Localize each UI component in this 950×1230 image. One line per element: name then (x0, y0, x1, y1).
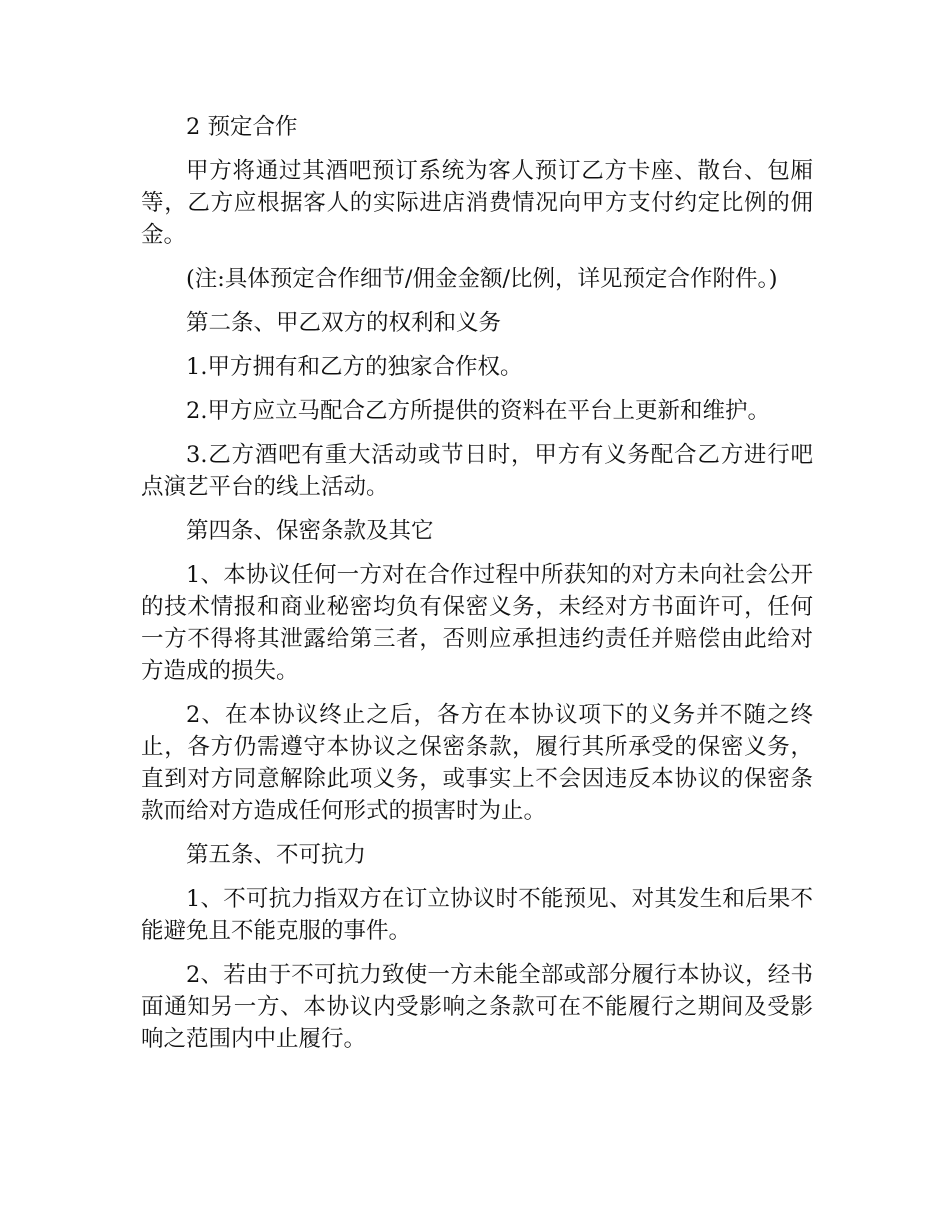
paragraph-confidentiality-1: 1、本协议任何一方对在合作过程中所获知的对方未向社会公开的技术情报和商业秘密均负有保密义务，未经对方书面许可，任何一方不得将其泄露给第三者，否则应承担违约责任并赔偿由此给对方造成的损失。 (141, 562, 813, 684)
document-body (141, 111, 813, 1067)
paragraph-rights-1: 1.甲方拥有和乙方的独家合作权。 (186, 354, 523, 380)
paragraph-booking-terms: 甲方将通过其酒吧预订系统为客人预订乙方卡座、散台、包厢等，乙方应根据客人的实际进店消费情况向甲方支付约定比例的佣金。 (141, 158, 813, 248)
paragraph-rights-3: 3.乙方酒吧有重大活动或节日时，甲方有义务配合乙方进行吧点演艺平台的线上活动。 (141, 442, 813, 500)
article-heading-confidentiality: 第四条、保密条款及其它 (186, 518, 434, 544)
paragraph-rights-2: 2.甲方应立马配合乙方所提供的资料在平台上更新和维护。 (186, 398, 770, 424)
article-heading-force-majeure: 第五条、不可抗力 (186, 842, 367, 868)
paragraph-confidentiality-2: 2、在本协议终止之后，各方在本协议项下的义务并不随之终止，各方仍需遵守本协议之保密条款，履行其所承受的保密义务，直到对方同意解除此项义务，或事实上不会因违反本协议的保密条款而给对方造成任何形式的损害时为止。 (141, 702, 813, 824)
section-heading-booking: 2 预定合作 (186, 114, 298, 140)
paragraph-booking-note: (注:具体预定合作细节/佣金金额/比例，详见预定合作附件。) (186, 266, 778, 292)
article-heading-rights: 第二条、甲乙双方的权利和义务 (186, 310, 502, 336)
paragraph-force-majeure-1: 1、不可抗力指双方在订立协议时不能预见、对其发生和后果不能避免且不能克服的事件。 (141, 886, 813, 944)
paragraph-force-majeure-2: 2、若由于不可抗力致使一方未能全部或部分履行本协议，经书面通知另一方、本协议内受影响之条款可在不能履行之期间及受影响之范围内中止履行。 (141, 962, 813, 1052)
